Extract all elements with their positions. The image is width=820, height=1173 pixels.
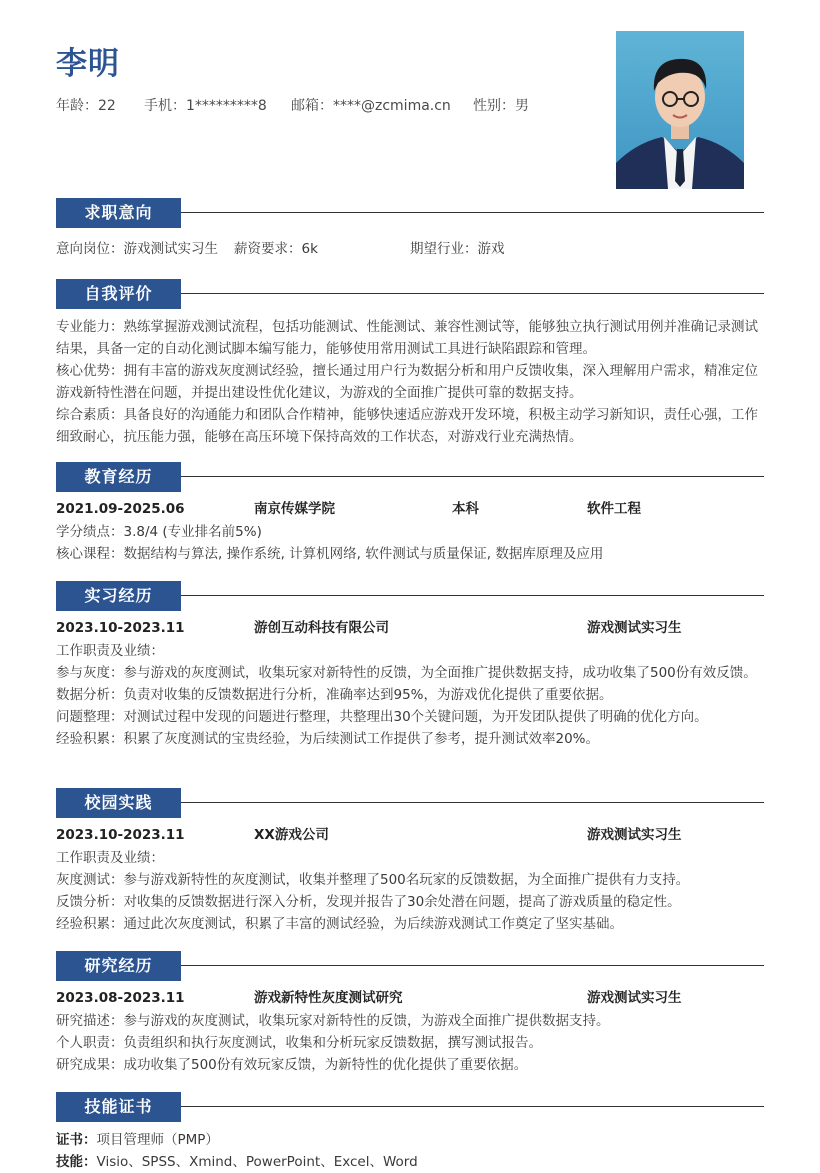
campus-details — [56, 847, 764, 935]
section-header — [56, 788, 764, 818]
section-header — [56, 198, 764, 228]
internship-company: 游创互动科技有限公司 — [254, 620, 389, 636]
section-self-evaluation — [56, 279, 764, 448]
education-line: 学分绩点：3.8/4 (专业排名前5%) — [56, 524, 262, 540]
education-line: 核心课程：数据结构与算法, 操作系统, 计算机网络, 软件测试与质量保证, 数据库原理及应用 — [56, 546, 604, 562]
education-major: 软件工程 — [587, 501, 641, 517]
internship-line: 参与灰度：参与游戏的灰度测试，收集玩家对新特性的反馈，为全面推广提供数据支持，成功收集了500份有效反馈。 — [56, 665, 757, 681]
divider — [181, 1106, 764, 1107]
internship-line: 问题整理：对测试过程中发现的问题进行整理，共整理出30个关键问题，为开发团队提供了明确的优化方向。 — [56, 709, 708, 725]
section-title: 教育经历 — [56, 462, 181, 492]
section-title: 求职意向 — [56, 198, 181, 228]
skill-label: 技能： — [56, 1154, 97, 1170]
candidate-name: 李明 — [56, 46, 120, 82]
campus-company: XX游戏公司 — [254, 827, 329, 843]
cert-label: 证书： — [56, 1132, 97, 1148]
internship-line: 工作职责及业绩： — [56, 643, 164, 659]
section-header — [56, 581, 764, 611]
section-header — [56, 1092, 764, 1122]
divider — [181, 212, 764, 213]
education-details — [56, 521, 764, 565]
campus-line: 反馈分析：对收集的反馈数据进行深入分析，发现并报告了30余处潜在问题，提高了游戏质量的稳定性。 — [56, 894, 681, 910]
section-title: 技能证书 — [56, 1092, 181, 1122]
divider — [181, 595, 764, 596]
gender: 性别：男 — [473, 98, 529, 114]
campus-line: 工作职责及业绩： — [56, 850, 164, 866]
campus-line: 经验积累：通过此次灰度测试，积累了丰富的测试经验，为后续游戏测试工作奠定了坚实基础。 — [56, 916, 623, 932]
divider — [181, 293, 764, 294]
intent-salary: 薪资要求：6k — [234, 241, 318, 257]
intent-position: 意向岗位：游戏测试实习生 — [56, 241, 218, 257]
research-role: 游戏测试实习生 — [587, 990, 682, 1006]
campus-header-row — [56, 824, 764, 846]
contact-info — [56, 95, 529, 115]
skill-line — [56, 1151, 764, 1173]
internship-role: 游戏测试实习生 — [587, 620, 682, 636]
cert-line — [56, 1129, 764, 1151]
education-header-row — [56, 498, 764, 520]
campus-role: 游戏测试实习生 — [587, 827, 682, 843]
section-internship — [56, 581, 764, 750]
skills-details — [56, 1129, 764, 1173]
intent-row — [56, 238, 764, 260]
research-project: 游戏新特性灰度测试研究 — [254, 990, 403, 1006]
profile-photo — [616, 31, 744, 189]
phone: 手机：1*********8 — [144, 98, 267, 114]
email: 邮箱：****@zcmima.cn — [291, 98, 451, 114]
research-line: 个人职责：负责组织和执行灰度测试，收集和分析玩家反馈数据，撰写测试报告。 — [56, 1035, 542, 1051]
section-education — [56, 462, 764, 565]
section-header — [56, 279, 764, 309]
skill-value: Visio、SPSS、Xmind、PowerPoint、Excel、Word — [96, 1154, 418, 1170]
section-title: 自我评价 — [56, 279, 181, 309]
internship-details — [56, 640, 764, 750]
internship-header-row — [56, 617, 764, 639]
section-skills — [56, 1092, 764, 1173]
section-campus-practice — [56, 788, 764, 935]
section-header — [56, 462, 764, 492]
internship-line: 经验积累：积累了灰度测试的宝贵经验，为后续测试工作提供了参考，提升测试效率20%。 — [56, 731, 600, 747]
cert-value: 项目管理师（PMP） — [96, 1132, 219, 1148]
research-date: 2023.08-2023.11 — [56, 990, 185, 1006]
campus-line: 灰度测试：参与游戏新特性的灰度测试，收集并整理了500名玩家的反馈数据，为全面推广提供有力支持。 — [56, 872, 690, 888]
self-eval-item: 专业能力：熟练掌握游戏测试流程，包括功能测试、性能测试、兼容性测试等，能够独立执行测试用例并准确记录测试结果，具备一定的自动化测试脚本编写能力，能够使用常用测试工具进行缺陷跟踪和管理。 — [56, 319, 758, 357]
intent-industry: 期望行业：游戏 — [410, 241, 505, 257]
internship-date: 2023.10-2023.11 — [56, 620, 185, 636]
research-header-row — [56, 987, 764, 1009]
self-eval-item: 综合素质：具备良好的沟通能力和团队合作精神，能够快速适应游戏开发环境，积极主动学习新知识，责任心强，工作细致耐心，抗压能力强，能够在高压环境下保持高效的工作状态，对游戏行业充满热情。 — [56, 407, 758, 445]
self-eval-item: 核心优势：拥有丰富的游戏灰度测试经验，擅长通过用户行为数据分析和用户反馈收集，深入理解用户需求，精准定位游戏新特性潜在问题，并提出建设性优化建议，为游戏的全面推广提供可靠的数据支持。 — [56, 363, 758, 401]
research-details — [56, 1010, 764, 1076]
education-date: 2021.09-2025.06 — [56, 501, 185, 517]
divider — [181, 476, 764, 477]
section-title: 研究经历 — [56, 951, 181, 981]
research-line: 研究成果：成功收集了500份有效玩家反馈，为新特性的优化提供了重要依据。 — [56, 1057, 528, 1073]
section-job-intent — [56, 198, 764, 260]
campus-date: 2023.10-2023.11 — [56, 827, 185, 843]
age: 年龄：22 — [56, 98, 116, 114]
divider — [181, 802, 764, 803]
education-degree: 本科 — [452, 501, 479, 517]
self-eval-text — [56, 316, 764, 448]
section-title: 校园实践 — [56, 788, 181, 818]
section-research — [56, 951, 764, 1076]
divider — [181, 965, 764, 966]
section-title: 实习经历 — [56, 581, 181, 611]
research-line: 研究描述：参与游戏的灰度测试，收集玩家对新特性的反馈，为游戏全面推广提供数据支持。 — [56, 1013, 610, 1029]
education-school: 南京传媒学院 — [254, 501, 335, 517]
internship-line: 数据分析：负责对收集的反馈数据进行分析，准确率达到95%，为游戏优化提供了重要依据。 — [56, 687, 613, 703]
section-header — [56, 951, 764, 981]
